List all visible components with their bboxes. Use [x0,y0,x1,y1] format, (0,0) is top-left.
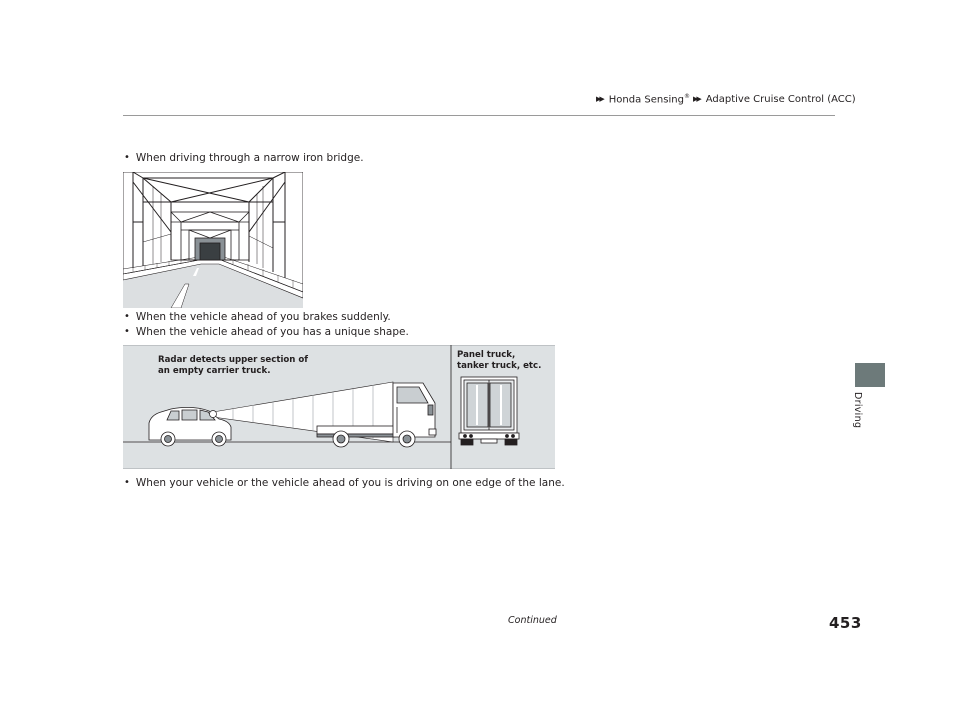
list-item [124,152,364,164]
chapter-tab-label: Driving [852,392,863,429]
iron-bridge-illustration [123,172,303,308]
callout-panel-line1: Panel truck, [457,350,516,360]
registered-mark: ® [683,93,690,100]
callout-panel-line2: tanker truck, etc. [457,361,542,371]
list-item-text: When driving through a narrow iron bridge. [135,152,364,164]
bullet-icon: • [124,477,130,488]
list-item [124,311,391,323]
callout-radar-line2: an empty carrier truck. [158,366,271,376]
triangle-icon: ▶▶ [692,95,700,104]
radar-unique-shape-illustration [123,345,555,469]
bullet-icon: • [124,152,130,163]
breadcrumb-topic: Adaptive Cruise Control (ACC) [705,93,856,105]
breadcrumb [596,93,856,105]
continued-label: Continued [508,615,557,626]
list-item [124,477,565,489]
breadcrumb-section: Honda Sensing® [608,93,690,106]
header-rule [123,115,835,116]
list-item-text: When the vehicle ahead of you has a unique shape. [135,326,409,338]
list-item-text: When your vehicle or the vehicle ahead of you is driving on one edge of the lane. [135,477,565,489]
double-triangle-icon: ▶▶ [596,95,603,104]
bullet-icon: • [124,311,130,322]
page-number: 453 [829,614,862,632]
bullet-icon: • [124,326,130,337]
panel-truck-rear [459,377,519,445]
chapter-tab [855,363,885,387]
list-item-text: When the vehicle ahead of you brakes suddenly. [135,311,391,323]
callout-radar-line1: Radar detects upper section of [158,355,309,365]
list-item [124,326,409,338]
